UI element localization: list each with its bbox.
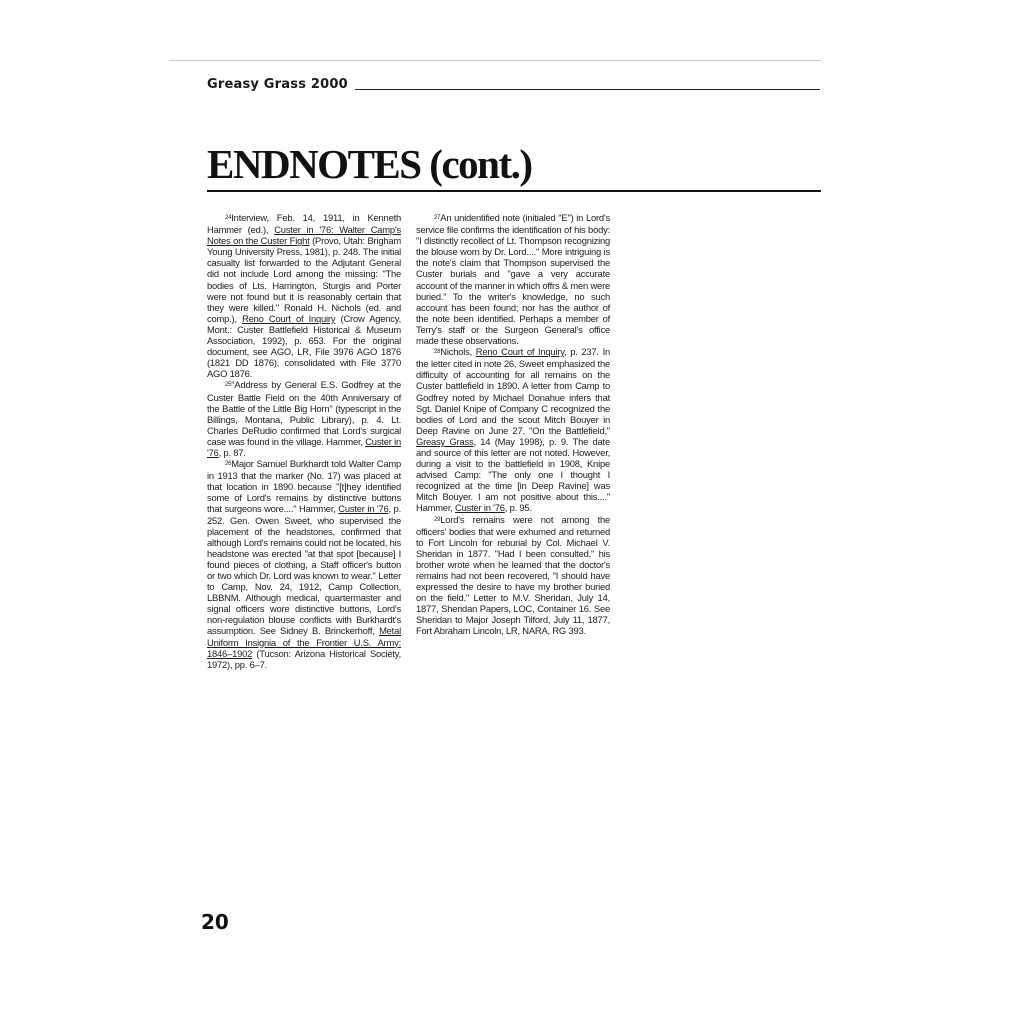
title-rule bbox=[207, 190, 821, 192]
page-title: ENDNOTES (cont.) bbox=[207, 141, 532, 187]
endnote-26: $^{26}$Major Samuel Burkhardt told Walter Camp in 1913 that the marker (No. 17) was placed at that location in 1890 because "[t]hey identified some of Lord's remains by distinctive buttons that surgeons wore...." Hammer, Custer in '76, p. 252. Gen. Owen Sweet, who supervised the placement of the headstones, confirmed that although Lord's remains could not be located, his headstone was erected "at that spot [because] I found pieces of clothing, a Staff officer's button or two which Dr. Lord was known to wear." Letter to Camp, Nov. 24, 1912, Camp Collection, LBBNM. Although medical, quartermaster and signal officers wore distinctive buttons, Lord's non-regulation blouse conflicts with Burkhardt's assumption. See Sidney B. Brinckerhoff, Metal Uniform Insignia of the Frontier U.S. Army: 1846–1902 (Tucson: Arizona Historical Society, 1972), pp. 6–7. bbox=[207, 458, 401, 670]
endnote-28: $^{28}$Nichols, Reno Court of Inquiry, p. 237. In the letter cited in note 26, Sweet emphasized the difficulty of accounting for all remains on the Custer battlefield in 1890. A letter from Camp to Godfrey noted by Michael Donahue infers that Sgt. Daniel Knipe of Company C recognized the bodies of Lord and the scout Mitch Bouyer in Deep Ravine on June 27. "On the Battlefield," Greasy Grass, 14 (May 1998), p. 9. The date and source of this letter are not noted. However, during a visit to the battlefield in 1908, Knipe advised Camp: "The only one I thought I recognized at the time [in Deep Ravine] was Mitch Bouyer. I am not positive about this...." Hammer, Custer in '76, p. 95. bbox=[416, 346, 610, 514]
running-header: Greasy Grass 2000 bbox=[207, 77, 348, 92]
left-column bbox=[207, 212, 401, 670]
endnote-25: $^{25}$"Address by General E.S. Godfrey at the Custer Battle Field on the 40th Anniversary of the Battle of the Little Big Horn" (typescript in the Billings, Montana, Public Library), p. 4. Lt. Charles DeRudio confirmed that Lord's surgical case was found in the village. Hammer, Custer in '76, p. 87. bbox=[207, 379, 401, 458]
right-column bbox=[416, 212, 610, 637]
page-number: 20 bbox=[201, 910, 229, 934]
endnote-24: $^{24}$Interview, Feb. 14, 1911, in Kenneth Hammer (ed.), Custer in '76: Walter Camp's Notes on the Custer Fight (Provo, Utah: Brigham Young University Press, 1981), p. 248. The initial casualty list forwarded to the Adjutant General did not include Lord among the missing: "The bodies of Lts. Harrington, Sturgis and Porter were not found but it is reasonably certain that they were killed." Ronald H. Nichols (ed. and comp.), Reno Court of Inquiry (Crow Agency, Mont.: Custer Battlefield Historical & Museum Association, 1992), p. 653. For the original document, see AGO, LR, File 3976 AGO 1876 (1821 DD 1876), consolidated with File 3770 AGO 1876. bbox=[207, 212, 402, 380]
header-rule bbox=[355, 89, 820, 90]
top-rule bbox=[169, 60, 821, 61]
endnote-29: $^{29}$Lord's remains were not among the officers' bodies that were exhumed and returned to Fort Lincoln for reburial by Col. Michael V. Sheridan in 1877. "Had I been consulted," his brother wrote when he learned that the doctor's remains had not been recovered, "I should have expressed the desire to have my brother buried on the field." Letter to M.V. Sheridan, July 14, 1877, Sheridan Papers, LOC, Container 16. See Sheridan to Major Joseph Tilford, July 11, 1877, Fort Abraham Lincoln, LR, NARA, RG 393. bbox=[416, 513, 610, 637]
endnote-27: $^{27}$An unidentified note (initialed "E") in Lord's service file confirms the identification of his body: "I distinctly recollect of Lt. Thompson recognizing the blouse worn by Dr. Lord...." More intriguing is the note's claim that Thompson supervised the Custer burials and "gave a very accurate account of the manner in which offrs & men were buried." To the writer's knowledge, no such account has been found; nor has the author of the note been identified. Perhaps a member of Terry's staff or the Surgeon General's office made these observations. bbox=[416, 212, 610, 347]
